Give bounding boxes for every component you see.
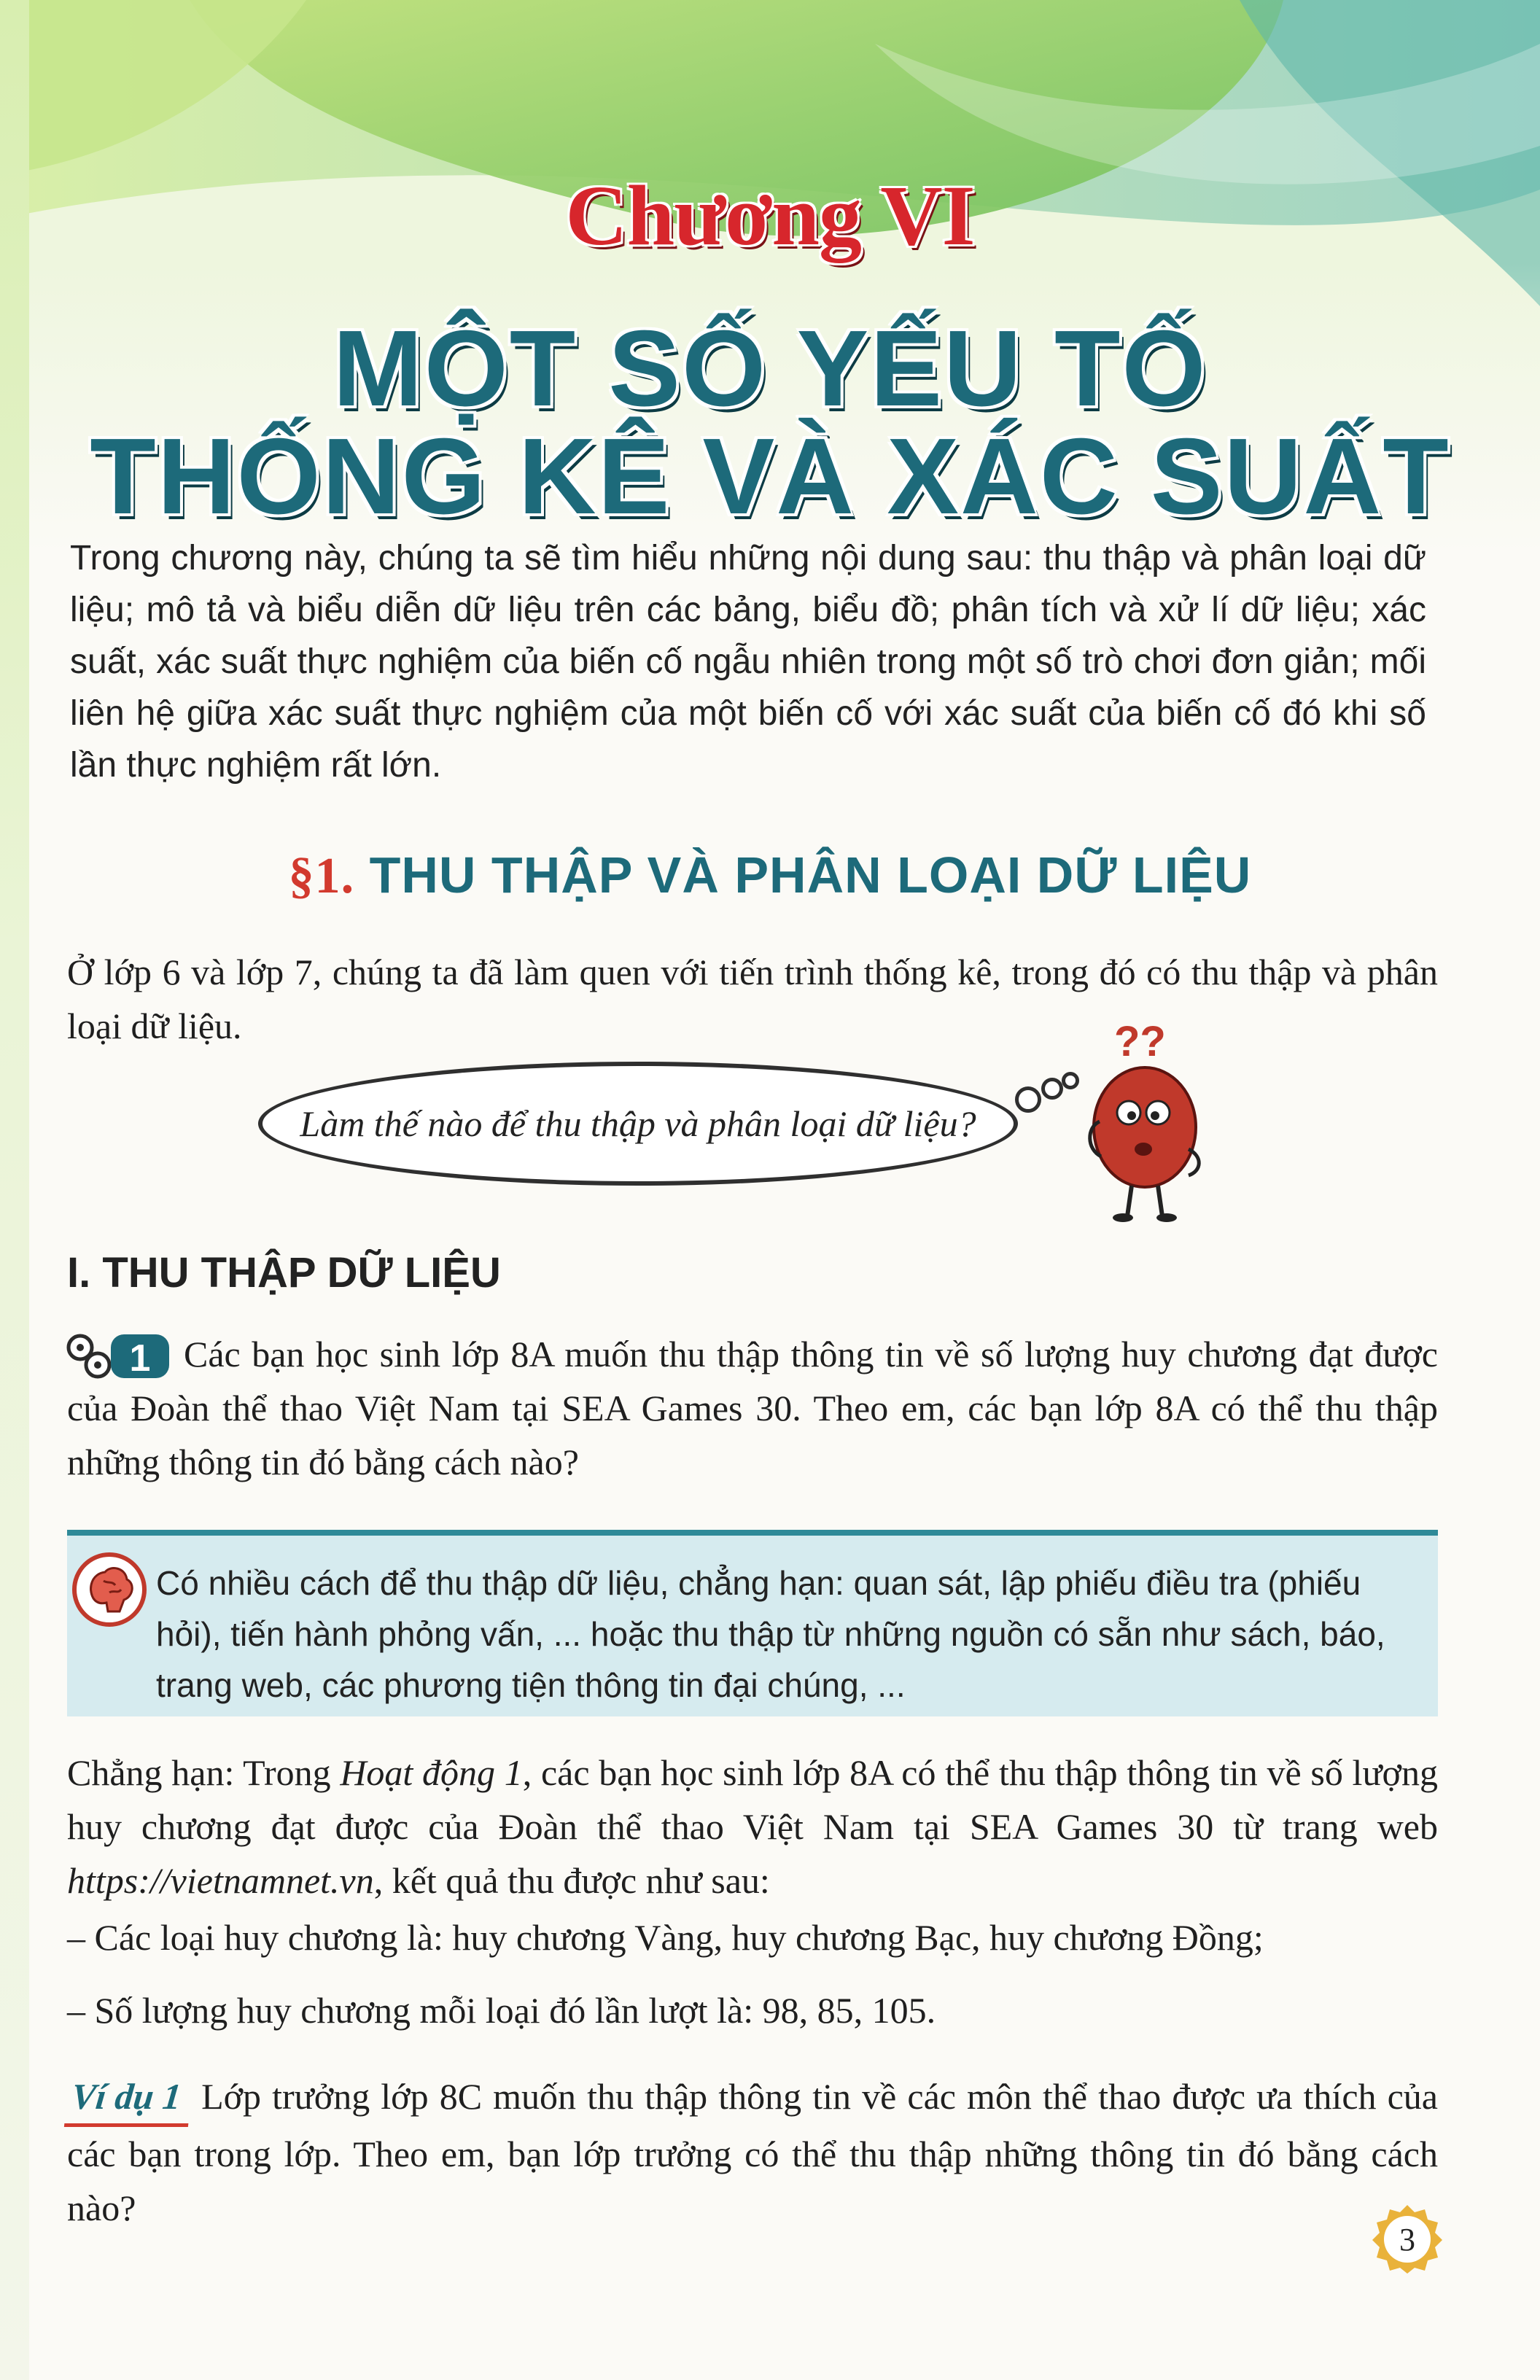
page-number-badge <box>1371 2202 1444 2275</box>
chapter-label: Chương VI <box>565 168 975 263</box>
thinking-mascot-icon <box>1072 1011 1218 1222</box>
section-heading <box>0 846 1540 906</box>
example-part1: Chẳng hạn: Trong <box>67 1752 341 1793</box>
thought-bubble <box>258 1062 1018 1186</box>
bubble-dot <box>1041 1078 1063 1100</box>
section-intro: Ở lớp 6 và lớp 7, chúng ta đã làm quen với tiến trình thống kê, trong đó có thu thập và phân loại dữ liệu. <box>67 952 1438 1046</box>
example-paragraph <box>67 1746 1438 1908</box>
activity-text: Các bạn học sinh lớp 8A muốn thu thập thông tin về số lượng huy chương đạt được của Đoàn thể thao Việt Nam tại SEA Games 30. Theo em, các bạn lớp 8A có thể thu thập những thông tin đó bằng cách nào? <box>67 1334 1438 1482</box>
note-text: Có nhiều cách để thu thập dữ liệu, chẳng hạn: quan sát, lập phiếu điều tra (phiếu hỏi), tiến hành phỏng vấn, ... hoặc thu thập từ những nguồn có sẵn như sách, báo, trang web, các phương tiện thông tin đại chúng, ... <box>156 1564 1385 1704</box>
list-item: – Các loại huy chương là: huy chương Vàng, huy chương Bạc, huy chương Đồng; <box>67 1917 1264 1958</box>
activity-reference: Hoạt động 1 <box>340 1752 523 1793</box>
chapter-intro: Trong chương này, chúng ta sẽ tìm hiểu những nội dung sau: thu thập và phân loại dữ liệu; mô tả và biểu diễn dữ liệu trên các bảng, biểu đồ; phân tích và xử lí dữ liệu; xác suất, xác suất thực nghiệm của biến cố ngẫu nhiên trong một số trò chơi đơn giản; mối liên hệ giữa xác suất thực nghiệm của một biến cố với xác suất của biến cố đó khi số lần thực nghiệm rất lớn. <box>70 539 1426 785</box>
bubble-question: Làm thế nào để thu thập và phân loại dữ liệu? <box>300 1103 976 1144</box>
note-box <box>67 1530 1438 1716</box>
brain-icon <box>71 1552 147 1628</box>
activity-number: 1 <box>129 1337 151 1380</box>
list-item: – Số lượng huy chương mỗi loại đó lần lượt là: 98, 85, 105. <box>67 1990 936 2031</box>
bubble-dot <box>1015 1086 1041 1113</box>
section-number: §1. <box>288 848 355 904</box>
example1-text: Lớp trưởng lớp 8C muốn thu thập thông tin về các môn thể thao được ưa thích của các bạn trong lớp. Theo em, bạn lớp trưởng có thể thu thập những thông tin đó bằng cách nào? <box>67 2076 1438 2228</box>
example-part3: , kết quả thu được như sau: <box>373 1860 770 1901</box>
section-title: THU THẬP VÀ PHÂN LOẠI DỮ LIỆU <box>369 847 1252 903</box>
question-marks: ?? <box>1114 1018 1166 1065</box>
example1-paragraph <box>67 2069 1438 2235</box>
chapter-title-line2: THỐNG KÊ VÀ XÁC SUẤT <box>90 416 1450 537</box>
subsection-heading: I. THU THẬP DỮ LIỆU <box>67 1249 501 1296</box>
source-url: https://vietnamnet.vn <box>67 1860 374 1901</box>
page-number: 3 <box>1399 2222 1415 2258</box>
example1-label: Ví dụ 1 <box>64 2069 194 2127</box>
example-part2: , các bạn học sinh lớp 8A có thể thu thập thông tin về số lượng huy chương đạt được của Đoàn thể thao Việt Nam tại SEA Games 30 từ trang web <box>67 1752 1438 1847</box>
chapter-title-line1: MỘT SỐ YẾU TỐ <box>332 308 1208 429</box>
